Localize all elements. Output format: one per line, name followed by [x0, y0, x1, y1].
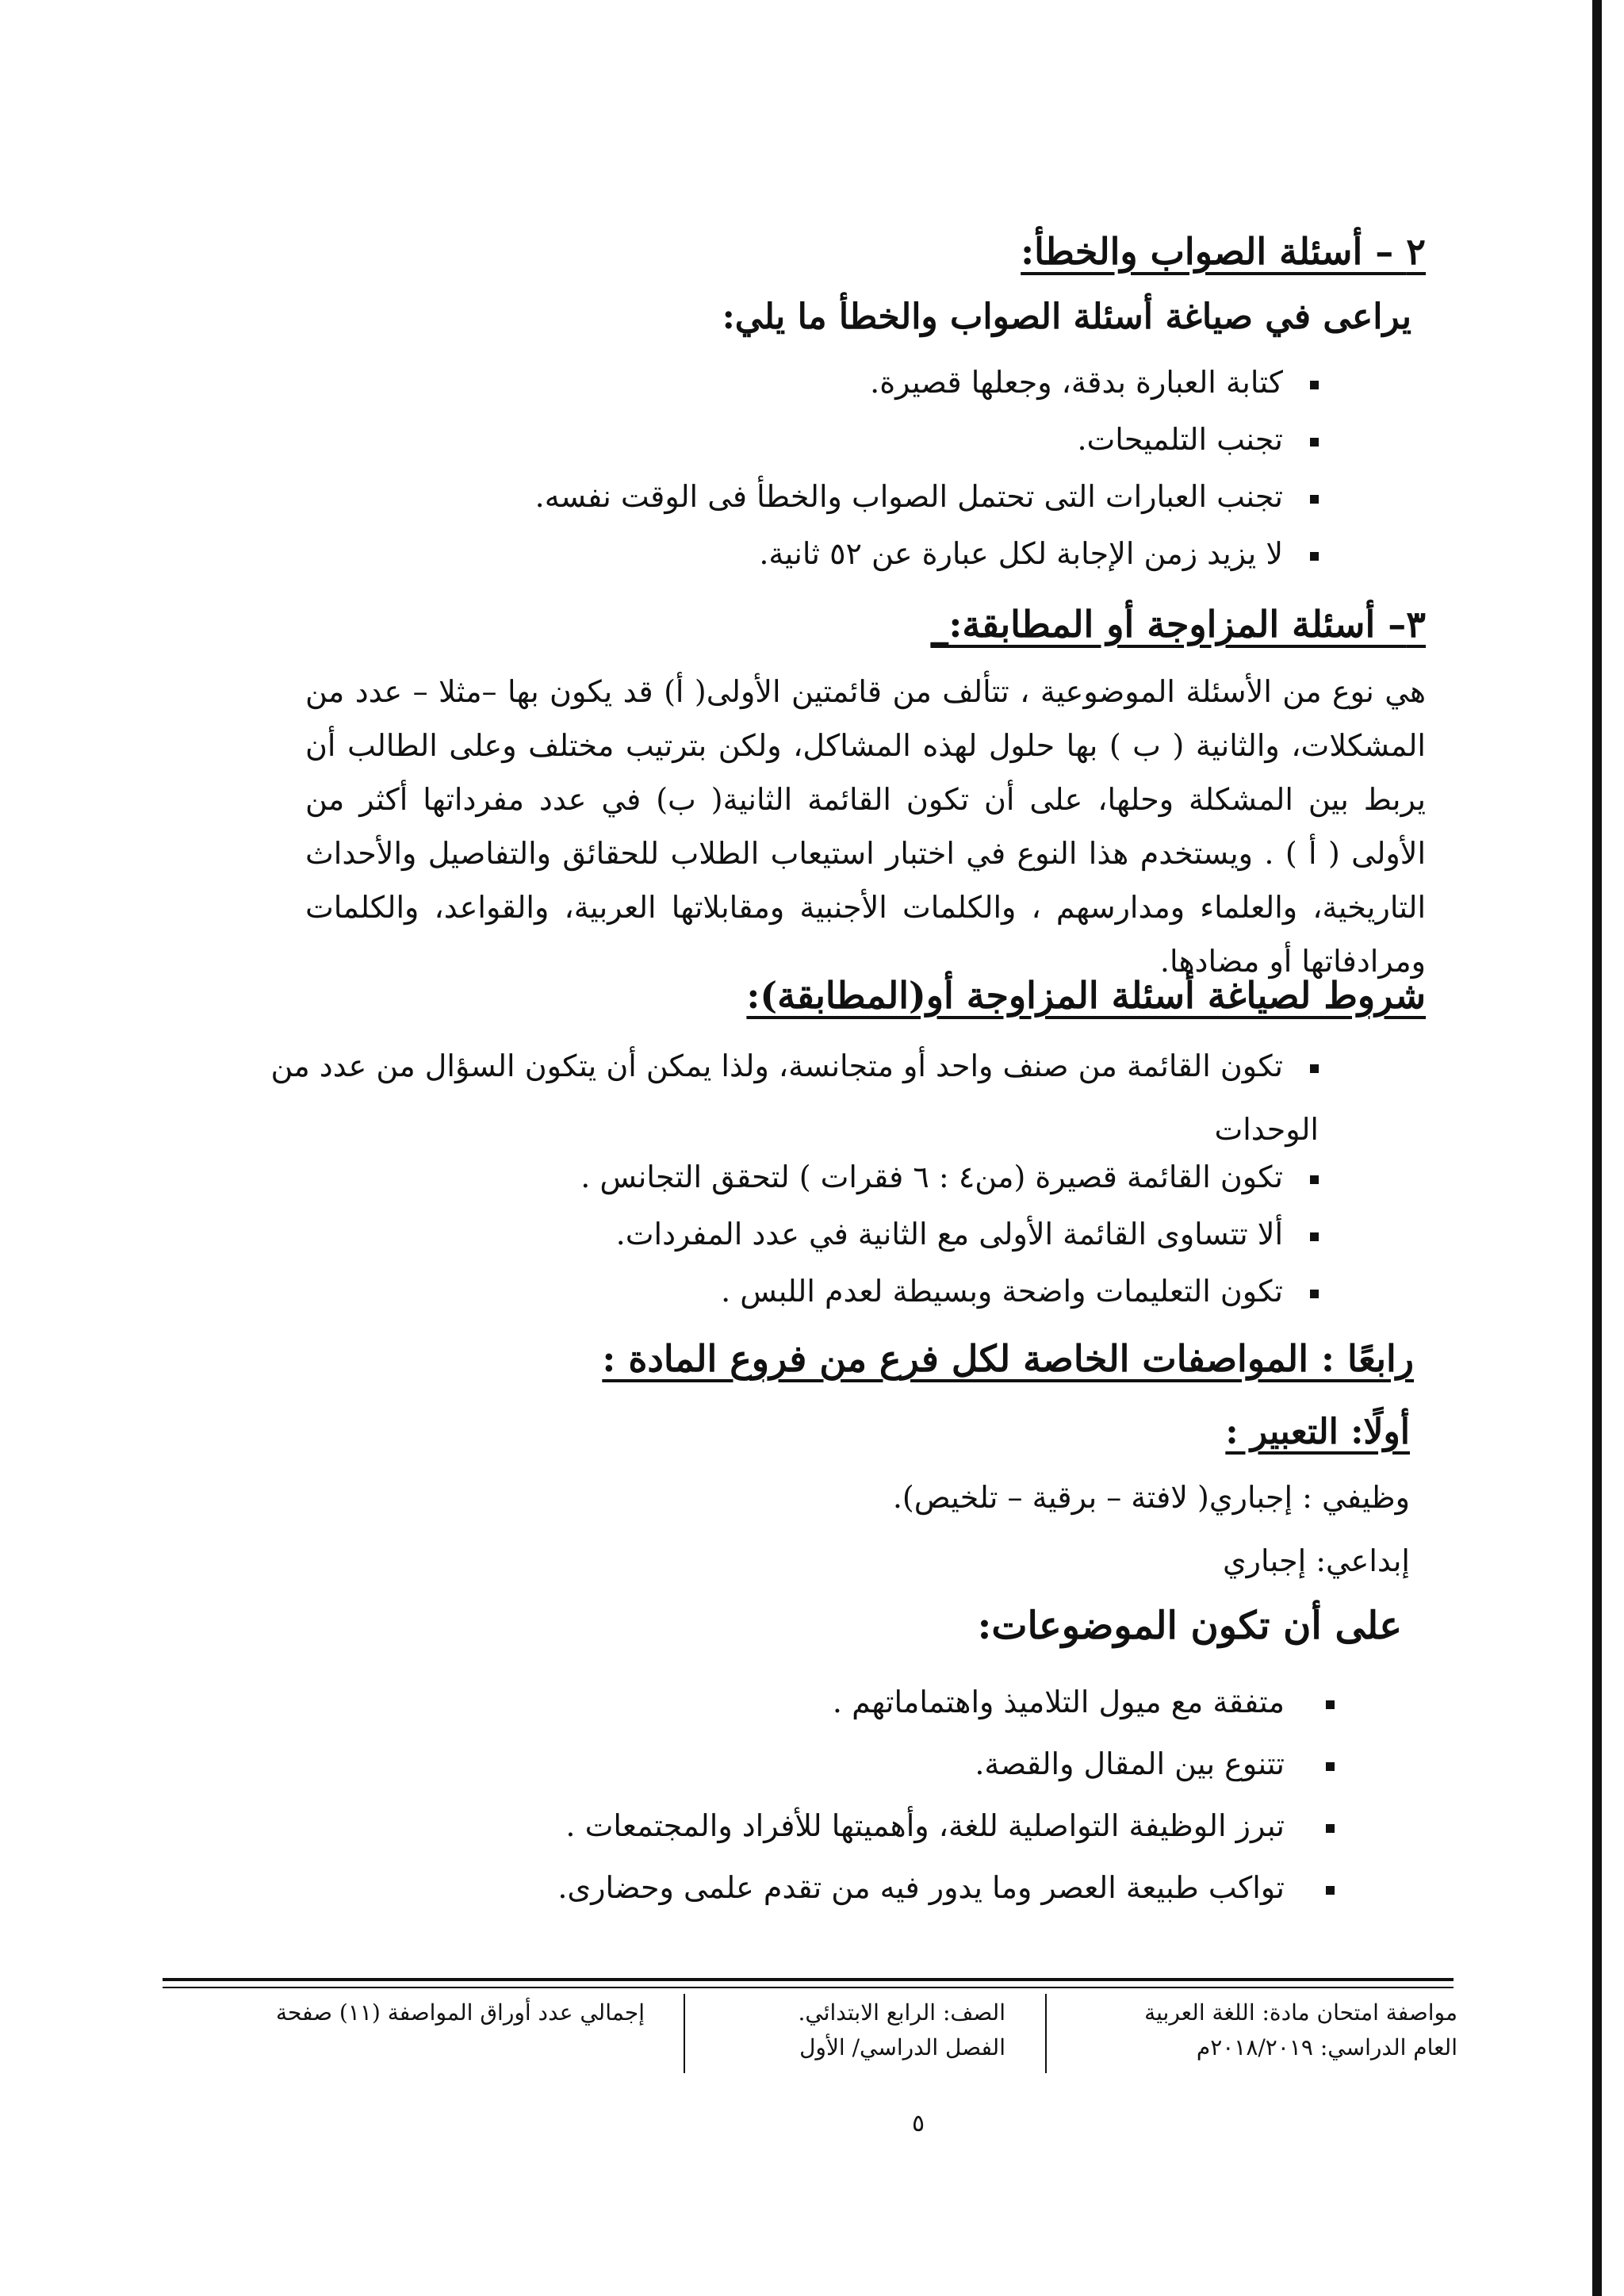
list-item: تكون القائمة قصيرة (من٤ : ٦ فقرات ) لتحقق التجانس .: [580, 1159, 1319, 1194]
list-item: كتابة العبارة بدقة، وجعلها قصيرة.: [870, 365, 1319, 400]
list-item: تكون القائمة من صنف واحد أو متجانسة، ولذا يمكن أن يتكون السؤال من عدد من الوحدات: [270, 1048, 1319, 1147]
bullet-icon: [1310, 1290, 1319, 1298]
footer-grade-cell: [672, 1995, 1005, 2065]
conditions-heading: شروط لصياغة أسئلة المزاوجة أو(المطابقة):: [746, 974, 1426, 1017]
bullet-icon: [1310, 381, 1319, 389]
footer-spec-cell: [1132, 1995, 1457, 2065]
bullet-icon: [1310, 1175, 1319, 1184]
footer-year: العام الدراسي: ٢٠١٨/٢٠١٩م: [1196, 2034, 1457, 2060]
section-2-intro: يراعى في صياغة أسئلة الصواب والخطأ ما يلي:: [722, 297, 1411, 337]
creative-line: إبداعي: إجباري: [1222, 1543, 1410, 1578]
list-item: تواكب طبيعة العصر وما يدور فيه من تقدم علمى وحضارى.: [557, 1870, 1335, 1905]
scan-edge-bar: [1592, 0, 1602, 2296]
bullet-icon: [1326, 1886, 1335, 1895]
bullet-icon: [1310, 1064, 1319, 1073]
section-2-heading: ٢ – أسئلة الصواب والخطأ:: [1021, 230, 1426, 273]
list-item: تجنب العبارات التى تحتمل الصواب والخطأ فى الوقت نفسه.: [535, 479, 1319, 514]
page-number: ٥: [912, 2110, 925, 2137]
bullet-icon: [1310, 495, 1319, 504]
footer-rule-thin: [163, 1987, 1454, 1988]
section-3-heading: ٣– أسئلة المزاوجة أو المطابقة:_: [930, 603, 1426, 646]
list-item: تتنوع بين المقال والقصة.: [975, 1746, 1335, 1781]
functional-line: وظيفي : إجباري( لافتة – برقية – تلخيص).: [892, 1480, 1410, 1515]
bullet-icon: [1326, 1824, 1335, 1833]
bullet-icon: [1326, 1700, 1335, 1709]
footer-grade: الصف: الرابع الابتدائي.: [798, 1999, 1005, 2026]
footer-term: الفصل الدراسي/ الأول: [799, 2034, 1005, 2060]
list-item: تكون التعليمات واضحة وبسيطة لعدم اللبس .: [721, 1274, 1319, 1309]
list-item: تبرز الوظيفة التواصلية للغة، وأهميتها للأفراد والمجتمعات .: [565, 1808, 1335, 1843]
bullet-icon: [1310, 1232, 1319, 1241]
bullet-icon: [1310, 438, 1319, 447]
list-item: لا يزيد زمن الإجابة لكل عبارة عن ٥٢ ثانية.: [759, 536, 1319, 571]
expression-heading: أولًا: التعبير :: [1225, 1412, 1410, 1452]
section-3-paragraph: هي نوع من الأسئلة الموضوعية ، تتألف من قائمتين الأولى( أ) قد يكون بها –مثلا – عدد من المشكلات، والثانية ( ب ) بها حلول لهذه المشاكل، ولكن بترتيب مختلف وعلى الطالب أن يربط بين المشكلة وحلها، على أن تكون القائمة الثانية( ب) في عدد مفرداتها أكثر من الأولى ( أ ) . ويستخدم هذا النوع في اختبار استيعاب الطلاب للحقائق والتفاصيل والأحداث التاريخية، والعلماء ومدارسهم ، والكلمات الأجنبية ومقابلاتها العربية، والقواعد، والكلمات ومرادفاتها أو مضادها.: [305, 674, 1426, 979]
footer-spec-title: مواصفة امتحان مادة: اللغة العربية: [1144, 1999, 1457, 2026]
footer-divider: [1045, 1994, 1047, 2073]
list-item: متفقة مع ميول التلاميذ واهتماماتهم .: [833, 1685, 1335, 1719]
bullet-icon: [1310, 552, 1319, 561]
footer-total-pages: إجمالي عدد أوراق المواصفة (١١) صفحة: [275, 1999, 645, 2026]
list-item: تجنب التلميحات.: [1077, 422, 1319, 457]
footer-rule: [163, 1978, 1454, 1981]
topics-heading: على أن تكون الموضوعات:: [977, 1604, 1402, 1648]
list-item: ألا تتساوى القائمة الأولى مع الثانية في عدد المفردات.: [616, 1217, 1319, 1251]
fourth-heading: رابعًا : المواصفات الخاصة لكل فرع من فروع المادة :: [602, 1337, 1414, 1380]
bullet-icon: [1326, 1762, 1335, 1771]
